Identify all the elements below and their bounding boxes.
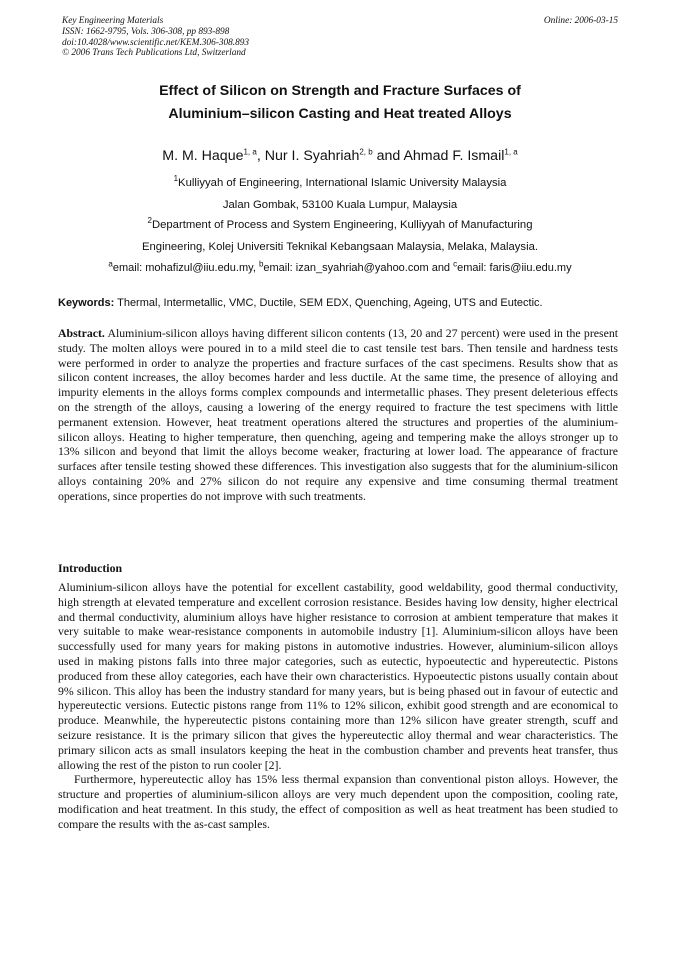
affiliation-2-text: Department of Process and System Engineering, Kulliyyah of Manufacturing: [151, 219, 533, 231]
keywords: [58, 297, 618, 309]
affiliation-1-line-2: Jalan Gombak, 53100 Kuala Lumpur, Malaysia: [222, 199, 458, 211]
author-3: and Ahmad F. Ismail: [372, 148, 505, 164]
running-header: [62, 16, 618, 59]
affiliation-2-sup: 2: [147, 216, 152, 226]
paper-title: [60, 80, 620, 126]
affiliation-1-text: Kulliyyah of Engineering, International Islamic University Malaysia: [178, 177, 507, 189]
author-1-sup: 1, a: [243, 147, 257, 157]
affiliation-2-line-1: [60, 216, 620, 231]
introduction-body: [58, 580, 618, 832]
abstract-label: Abstract.: [58, 326, 105, 340]
author-2: , Nur I. Syahriah: [256, 148, 360, 164]
keywords-label: Keywords:: [58, 297, 115, 309]
journal-name: Key Engineering Materials: [62, 16, 164, 26]
keywords-text: Thermal, Intermetallic, VMC, Ductile, SEM EDX, Quenching, Ageing, UTS and Eutectic.: [114, 297, 543, 309]
affiliation-2-line-2: Engineering, Kolej Universiti Teknikal Kebangsaan Malaysia, Melaka, Malaysia.: [141, 241, 538, 253]
email-and: and: [428, 262, 454, 274]
title-line-1: Effect of Silicon on Strength and Fracture Surfaces of: [159, 83, 521, 99]
section-heading-introduction: Introduction: [58, 561, 123, 575]
email-c: email: faris@iiu.edu.my: [457, 262, 572, 274]
abstract-text: Aluminium-silicon alloys having different silicon contents (13, 20 and 27 percent) were used in the present study. The molten alloys were poured in to a mild steel die to cast tensile test bars. Then tensile and hardness tests were performed in order to analyze the properties and fracture surfaces of the cast specimens. Results show that as silicon content increases, the alloy becomes harder and less ductile. At the same time, the presence of alloying and impurity elements in the alloys forms complex compounds and intermetallic phases. They present deleterious effects on the strength of the alloys, causing a lowering of the energy required to fracture the test specimens with little permanent extension. However, heat treatment operations altered the structures and properties of the aluminium-silicon alloys. Heating to higher temperature, then quenching, ageing and tempering make the alloys stronger up to 13% silicon and beyond that limit the alloys become weaker, fracturing at lower load. The appearance of fracture surfaces after tensile testing showed these differences. This investigation also suggests that for the aluminium-silicon alloys containing 20% and 27% silicon do not require any expensive and time consuming thermal treatment operations, since properties do not improve with such treatments.: [58, 326, 618, 503]
email-b: email: izan_syahriah@yahoo.com: [263, 262, 429, 274]
doi-line: doi:10.4028/www.scientific.net/KEM.306-308.893: [62, 37, 250, 48]
introduction-paragraph-1: Aluminium-silicon alloys have the potential for excellent castability, good weldability, good thermal conductivity, high strength at elevated temperature and excellent corrosion resistance. Besides having low density, higher electrical and thermal conductivity, aluminium alloys have higher resistance to corrosion at ambient temperature that makes it very suitable to make wear-resistance components in automobile industry [1]. Aluminium-silicon alloys have been successfully used for many years for making pistons in automotive industries. However, aluminium-silicon alloys used in making pistons falls into three major categories, such as eutectic, hypoeutectic and hypereutectic. Pistons produced from these alloy categories, each have their own characteristics. Hypoeutectic pistons usually contain about 9% silicon. This alloy has been the industry standard for many years, but is being phased out in favour of eutectic and hypereutectic versions. Eutectic pistons range from 11% to 12% silicon, exhibit good strength and are economical to produce. Meanwhile, the hypereutectic pistons containing more than 12% silicon have greater strength, scuff and seizure resistance. It is the primary silicon that gives the hypereutectic alloy thermal and wear characteristics. The primary silicon acts as small insulators keeping the heat in the combustion chamber and prevents heat transfer, thus allowing the rest of the piston to run cooler [2].: [58, 580, 618, 772]
affiliation-1-line-1: [60, 174, 620, 189]
copyright-line: © 2006 Trans Tech Publications Ltd, Switzerland: [62, 48, 246, 59]
author-2-sup: 2, b: [359, 147, 373, 157]
author-list: [60, 148, 620, 164]
email-b-sup: b: [258, 259, 264, 269]
affiliation-1-sup: 1: [173, 174, 179, 184]
author-3-sup: 1, a: [504, 147, 518, 157]
email-line: [60, 259, 620, 274]
online-date: Online: 2006-03-15: [543, 16, 618, 26]
abstract: [58, 326, 618, 504]
introduction-paragraph-2: Furthermore, hypereutectic alloy has 15% less thermal expansion than conventional piston alloys. However, the structure and properties of aluminium-silicon alloys are very much dependent upon the composition, cooling rate, modification and heat treatment. In this study, the effect of composition as well as heat treatment has been studied to compare the results with the as-cast samples.: [58, 772, 618, 831]
author-1: M. M. Haque: [162, 148, 244, 164]
email-a: email: mohafizul@iiu.edu.my,: [112, 262, 259, 274]
email-a-sup: a: [108, 259, 113, 269]
title-line-2: Aluminium–silicon Casting and Heat treated Alloys: [168, 106, 512, 122]
issn-line: ISSN: 1662-9795, Vols. 306-308, pp 893-898: [62, 26, 230, 37]
email-c-sup: c: [453, 259, 458, 269]
